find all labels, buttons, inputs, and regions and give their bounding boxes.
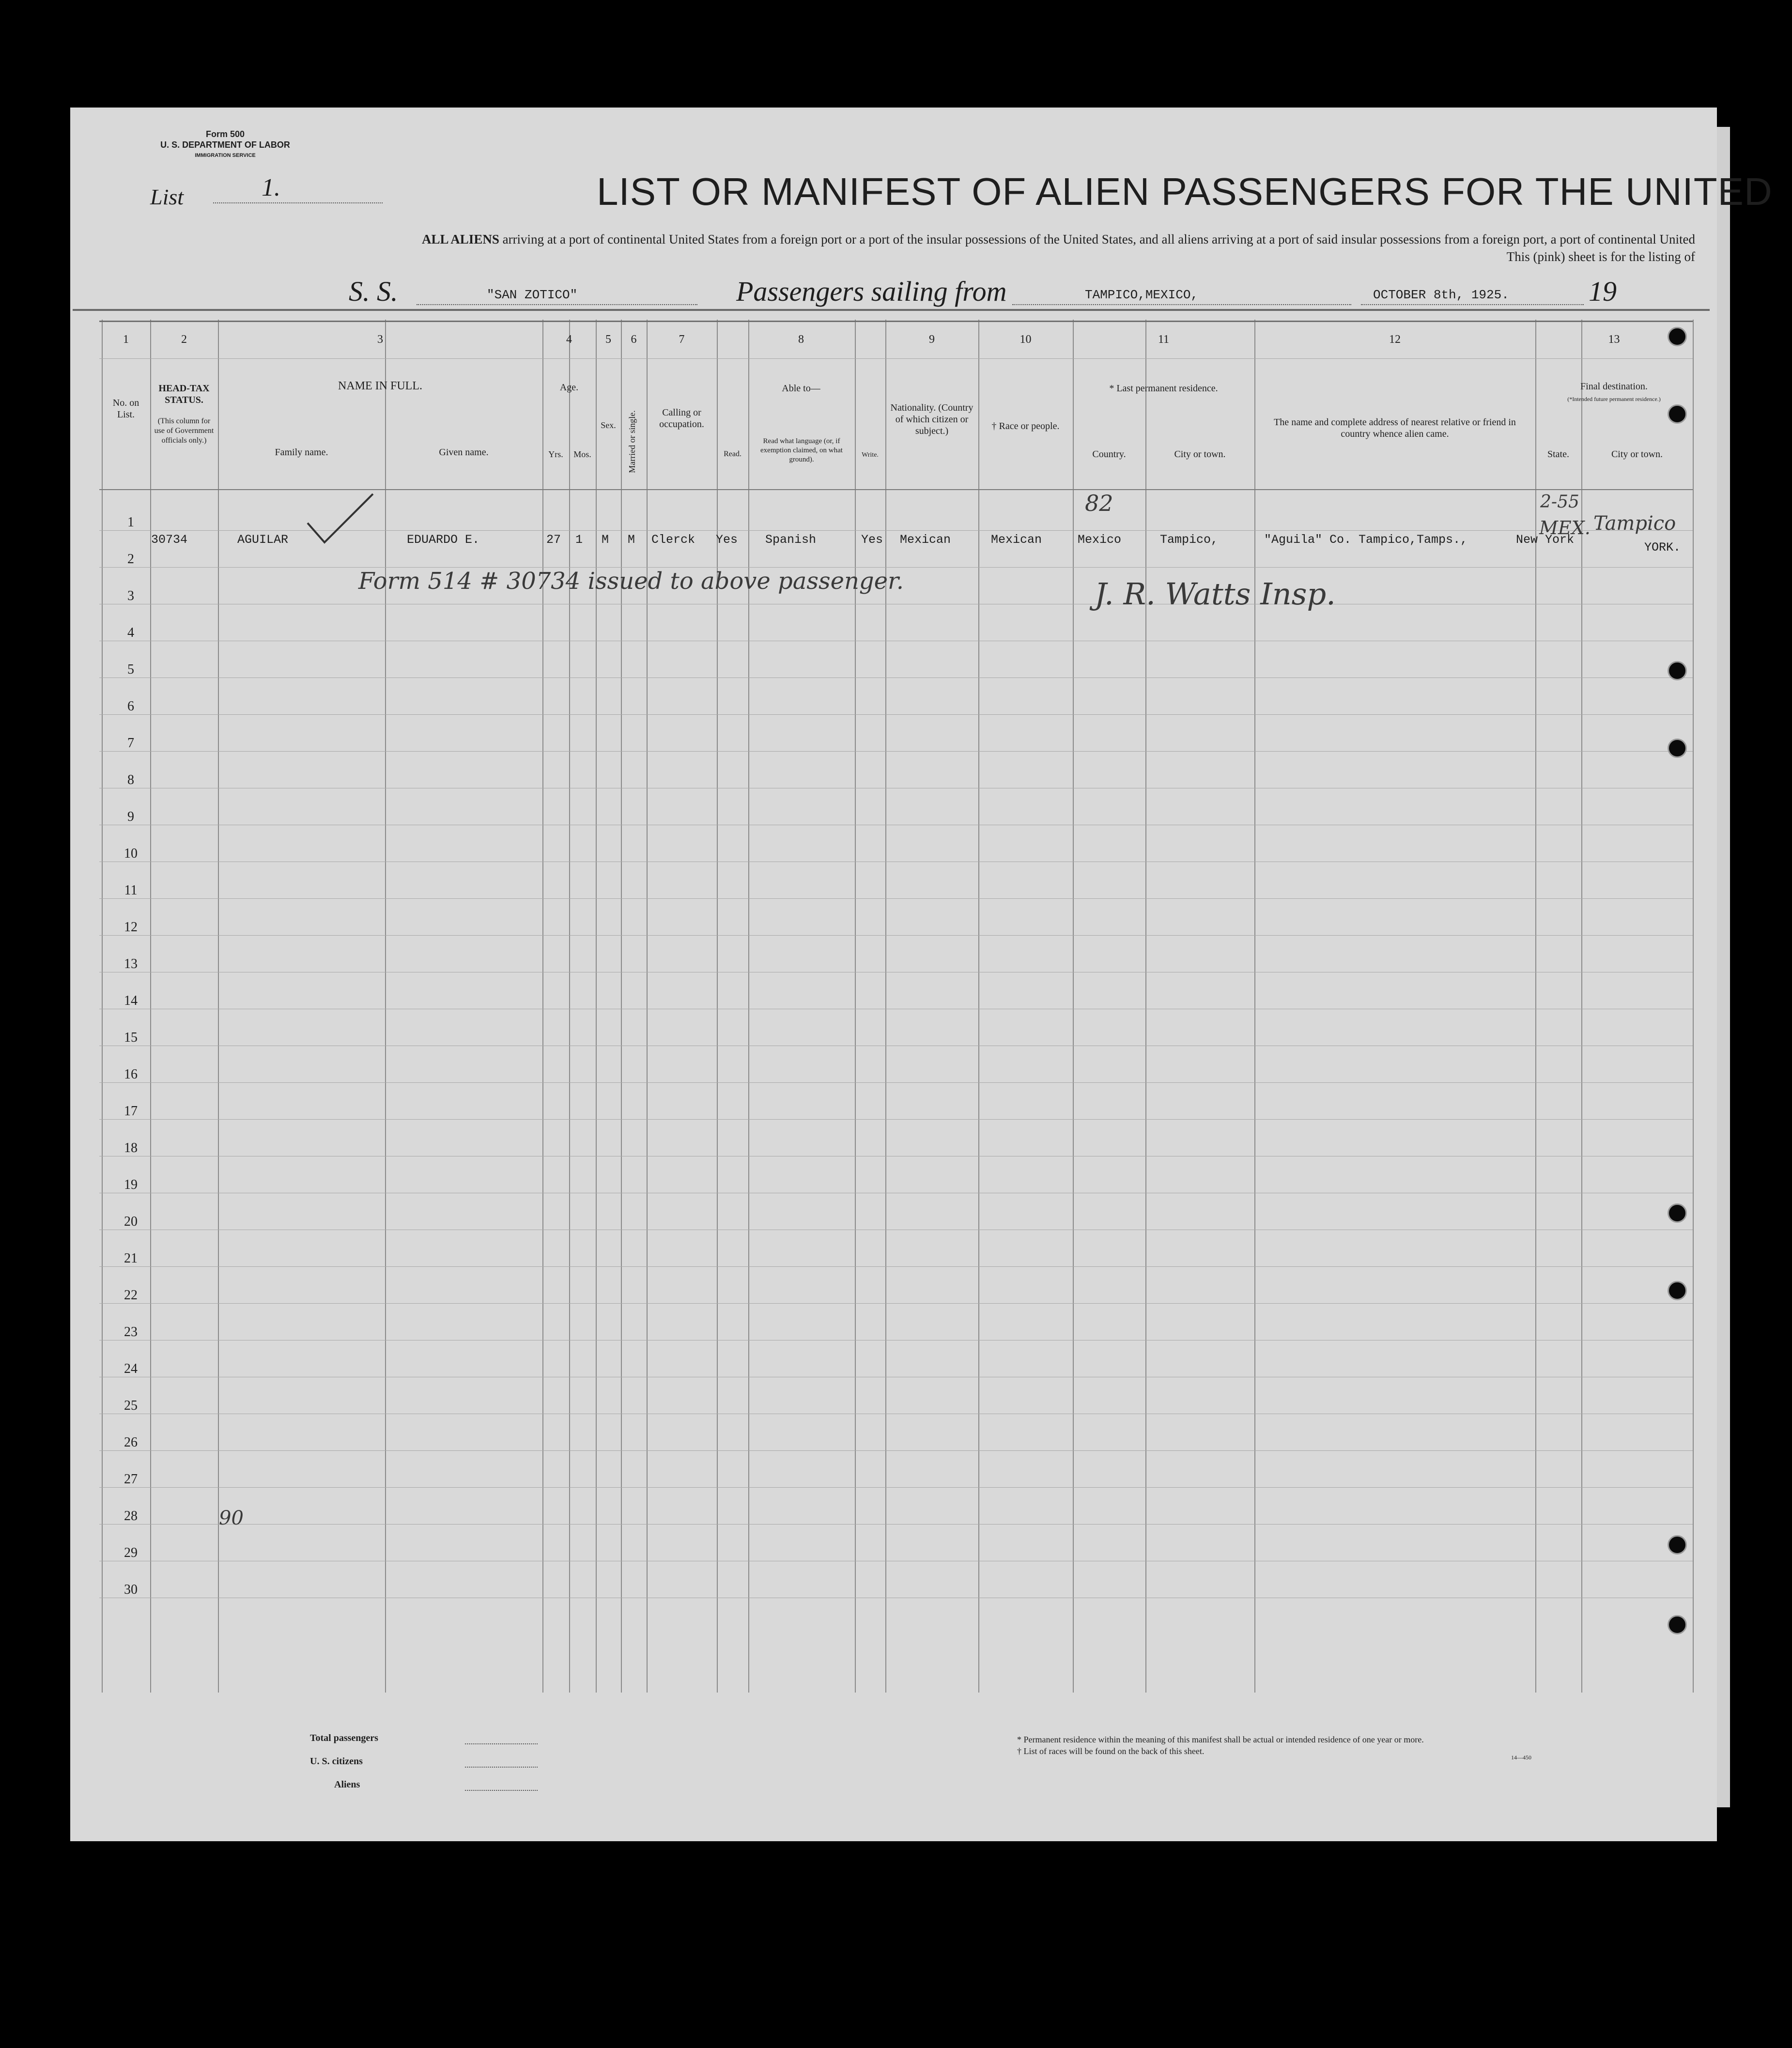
column-line bbox=[1073, 320, 1074, 1693]
can-write: Yes bbox=[861, 533, 883, 547]
header-top-line bbox=[99, 321, 1693, 322]
column-line bbox=[621, 320, 622, 1693]
instructions-bold: ALL ALIENS bbox=[422, 232, 499, 246]
column-line bbox=[102, 320, 103, 1693]
sailing-label: Passengers sailing from bbox=[736, 276, 1007, 307]
row-number: 9 bbox=[127, 809, 134, 824]
residence-city: Tampico, bbox=[1160, 533, 1219, 547]
year: 19 bbox=[1589, 276, 1617, 307]
row-line bbox=[99, 898, 1693, 899]
header-name-in-full: NAME IN FULL. bbox=[338, 380, 422, 392]
col-number: 1 bbox=[123, 333, 129, 346]
marital-status: M bbox=[628, 533, 635, 547]
head-tax-number: 30734 bbox=[151, 533, 188, 547]
margin-mark: 90 bbox=[219, 1507, 244, 1529]
row-line bbox=[99, 1450, 1693, 1451]
row-number: 15 bbox=[124, 1030, 138, 1045]
column-line bbox=[385, 320, 386, 1693]
header-occupation: Calling or occupation. bbox=[659, 407, 704, 430]
column-line bbox=[596, 320, 597, 1693]
instructions-line2: This (pink) sheet is for the listing of bbox=[1506, 249, 1695, 264]
col-number: 2 bbox=[181, 333, 187, 346]
punch-hole bbox=[1668, 739, 1687, 758]
row-number: 26 bbox=[124, 1435, 138, 1450]
port-line bbox=[1012, 304, 1351, 305]
destination-state: New York bbox=[1516, 533, 1575, 547]
sex: M bbox=[602, 533, 609, 547]
citizens-line bbox=[465, 1767, 538, 1768]
row-line bbox=[99, 1082, 1693, 1083]
row-number: 17 bbox=[124, 1104, 138, 1119]
punch-hole bbox=[1668, 661, 1687, 680]
column-line bbox=[717, 320, 718, 1693]
header-no-on-list: No. on List. bbox=[112, 398, 139, 420]
header-given-name: Given name. bbox=[439, 447, 489, 458]
col-number: 12 bbox=[1389, 333, 1401, 346]
column-line bbox=[1693, 320, 1694, 1693]
inspector-signature: J. R. Watts Insp. bbox=[1095, 576, 1336, 612]
row-number: 5 bbox=[127, 662, 134, 677]
nearest-relative: "Aguila" Co. Tampico,Tamps., bbox=[1264, 533, 1468, 547]
col-number: 11 bbox=[1158, 333, 1170, 346]
punch-hole bbox=[1668, 1203, 1687, 1223]
header-race: † Race or people. bbox=[991, 421, 1060, 431]
row-line bbox=[99, 1487, 1693, 1488]
column-line bbox=[1535, 320, 1536, 1693]
handwritten-form-note: Form 514 # 30734 issued to above passenger. bbox=[358, 568, 904, 595]
state-mark: MEX. bbox=[1539, 517, 1591, 539]
country-mark: 82 bbox=[1085, 490, 1113, 516]
header-city: City or town. bbox=[1174, 449, 1226, 460]
row-number: 7 bbox=[127, 736, 134, 751]
punch-hole bbox=[1668, 1281, 1687, 1300]
row-line bbox=[99, 1266, 1693, 1267]
header-final-note: (*Intended future permanent residence.) bbox=[1567, 396, 1661, 402]
sailing-port: TAMPICO,MEXICO, bbox=[1085, 288, 1199, 302]
form-tag bbox=[145, 129, 305, 161]
footnote-races: † List of races will be found on the back of this sheet. bbox=[1017, 1746, 1205, 1756]
nationality: Mexican bbox=[900, 533, 951, 547]
total-passengers-label: Total passengers bbox=[310, 1733, 378, 1743]
column-line bbox=[748, 320, 749, 1693]
row-line bbox=[99, 751, 1693, 752]
check-mark bbox=[305, 489, 378, 547]
header-last-residence: * Last permanent residence. bbox=[1109, 383, 1218, 394]
header-dest-city: City or town. bbox=[1611, 449, 1663, 460]
can-read: Yes bbox=[716, 533, 738, 547]
manifest-sheet bbox=[70, 108, 1717, 1841]
col-number: 13 bbox=[1608, 333, 1620, 346]
row-number: 30 bbox=[124, 1582, 138, 1597]
col-number: 9 bbox=[929, 333, 935, 346]
given-name: EDUARDO E. bbox=[407, 533, 480, 547]
row-number: 11 bbox=[124, 883, 138, 898]
row-number: 27 bbox=[124, 1472, 138, 1487]
page-title: LIST OR MANIFEST OF ALIEN PASSENGERS FOR THE UNITED bbox=[597, 170, 1773, 213]
header-mos: Mos. bbox=[573, 449, 591, 459]
col-number: 8 bbox=[798, 333, 804, 346]
row-number: 1 bbox=[127, 515, 134, 530]
column-line bbox=[150, 320, 151, 1693]
column-line bbox=[855, 320, 856, 1693]
header-read-language: Read what language (or, if exemption claimed, on what ground). bbox=[760, 437, 843, 463]
row-number: 28 bbox=[124, 1509, 138, 1524]
row-line bbox=[99, 935, 1693, 936]
header-read: Read. bbox=[724, 450, 742, 458]
header-head-tax-note: (This column for use of Government officials only.) bbox=[154, 417, 214, 445]
punch-hole bbox=[1668, 1615, 1687, 1634]
row-number: 12 bbox=[124, 920, 138, 935]
department: U. S. DEPARTMENT OF LABOR bbox=[160, 140, 290, 150]
header-sex: Sex. bbox=[601, 420, 616, 430]
row-number: 8 bbox=[127, 772, 134, 787]
destination-city: YORK. bbox=[1644, 540, 1681, 554]
punch-hole bbox=[1668, 327, 1687, 346]
punch-hole bbox=[1668, 1535, 1687, 1555]
print-code: 14—450 bbox=[1511, 1754, 1531, 1761]
col-number: 7 bbox=[679, 333, 685, 346]
column-line bbox=[1145, 320, 1146, 1693]
col-number: 6 bbox=[631, 333, 637, 346]
col-number: 4 bbox=[566, 333, 572, 346]
residence-country: Mexico bbox=[1078, 533, 1122, 547]
row-number: 3 bbox=[127, 588, 134, 603]
col-number: 5 bbox=[605, 333, 611, 346]
footnote-residence: * Permanent residence within the meaning of this manifest shall be actual or intended residence of one year or more. bbox=[1017, 1735, 1424, 1744]
row-line bbox=[99, 1119, 1693, 1120]
column-line bbox=[885, 320, 886, 1693]
row-number: 22 bbox=[124, 1288, 138, 1303]
state-mark-2: 2-55 bbox=[1540, 492, 1579, 512]
col-number: 3 bbox=[377, 333, 383, 346]
row-number: 14 bbox=[124, 993, 138, 1008]
header-relative: The name and complete address of nearest relative or friend in country whence alien came. bbox=[1274, 417, 1516, 439]
header-head-tax: HEAD-TAX STATUS. bbox=[158, 383, 210, 405]
header-line bbox=[99, 358, 1693, 359]
row-line bbox=[99, 714, 1693, 715]
row-line bbox=[99, 1303, 1693, 1304]
row-number: 18 bbox=[124, 1140, 138, 1155]
service: IMMIGRATION SERVICE bbox=[195, 153, 256, 158]
row-number: 10 bbox=[124, 846, 138, 861]
row-number: 13 bbox=[124, 956, 138, 971]
list-number: 1. bbox=[213, 173, 383, 203]
header-yrs: Yrs. bbox=[548, 449, 563, 459]
occupation: Clerck bbox=[651, 533, 695, 547]
column-line bbox=[978, 320, 979, 1693]
aliens-line bbox=[465, 1790, 538, 1791]
row-number: 6 bbox=[127, 699, 134, 714]
list-label: List bbox=[150, 185, 184, 209]
age-years: 27 bbox=[546, 533, 561, 547]
row-number: 2 bbox=[127, 552, 134, 567]
header-rule bbox=[73, 309, 1710, 311]
destination-mark: Tampico bbox=[1593, 512, 1676, 535]
ship-name: "SAN ZOTICO" bbox=[487, 288, 578, 302]
row-number: 19 bbox=[124, 1177, 138, 1192]
date-line bbox=[1361, 304, 1584, 305]
total-line bbox=[465, 1743, 538, 1744]
column-line bbox=[569, 320, 570, 1693]
header-able-to: Able to— bbox=[782, 383, 820, 394]
col-number: 10 bbox=[1020, 333, 1032, 346]
ship-name-line bbox=[417, 304, 697, 305]
row-number: 25 bbox=[124, 1398, 138, 1413]
header-write: Write. bbox=[862, 451, 879, 459]
header-country: Country. bbox=[1092, 449, 1126, 460]
ss-label: S. S. bbox=[349, 276, 398, 307]
column-line bbox=[647, 320, 648, 1693]
header-nationality: Nationality. (Country of which citizen or subject.) bbox=[890, 402, 973, 436]
instructions bbox=[262, 231, 1695, 265]
instructions-line1: arriving at a port of continental United States from a foreign port or a port of the insular possessions of the United States, and all aliens arriving at a port of said insular possessions from a foreign port, a port of continental United bbox=[502, 232, 1695, 246]
row-number: 20 bbox=[124, 1214, 138, 1229]
header-state: State. bbox=[1547, 449, 1569, 460]
us-citizens-label: U. S. citizens bbox=[310, 1756, 363, 1767]
row-number: 23 bbox=[124, 1324, 138, 1340]
column-line bbox=[542, 320, 543, 1693]
header-family-name: Family name. bbox=[275, 447, 328, 458]
column-line bbox=[218, 320, 219, 1693]
row-number: 29 bbox=[124, 1545, 138, 1560]
header-final-destination: Final destination. bbox=[1580, 381, 1648, 392]
age-months: 1 bbox=[575, 533, 583, 547]
family-name: AGUILAR bbox=[237, 533, 289, 547]
row-number: 24 bbox=[124, 1361, 138, 1376]
header-age: Age. bbox=[559, 382, 579, 393]
header-married: Married or single. bbox=[627, 410, 637, 473]
aliens-label: Aliens bbox=[334, 1779, 360, 1790]
form-number: Form 500 bbox=[205, 129, 245, 139]
sailing-date: OCTOBER 8th, 1925. bbox=[1373, 288, 1509, 302]
row-number: 4 bbox=[127, 625, 134, 640]
row-number: 21 bbox=[124, 1251, 138, 1266]
column-line bbox=[1254, 320, 1255, 1693]
row-number: 16 bbox=[124, 1067, 138, 1082]
punch-hole bbox=[1668, 404, 1687, 424]
language: Spanish bbox=[765, 533, 817, 547]
race: Mexican bbox=[991, 533, 1042, 547]
